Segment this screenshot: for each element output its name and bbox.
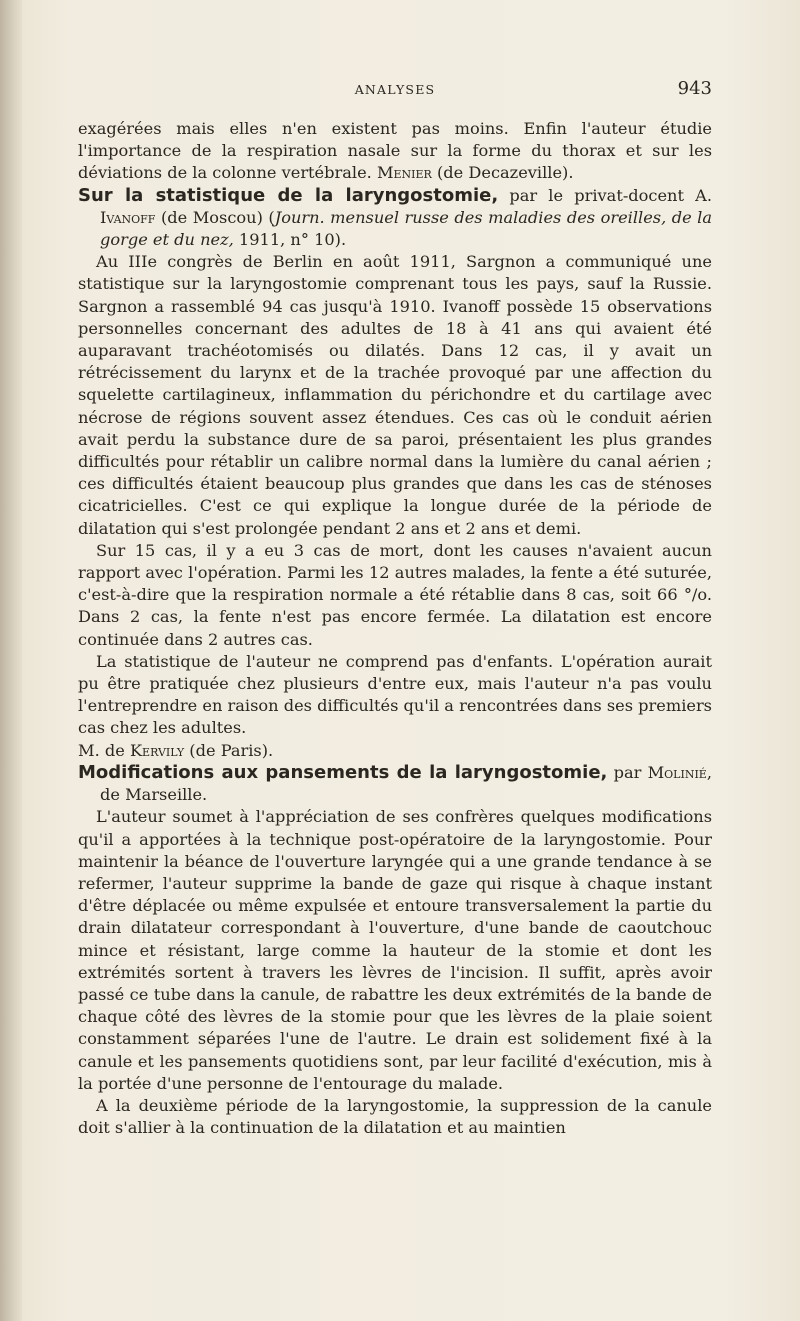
reviewer-signature: M. de Kervily (de Paris).	[78, 740, 274, 760]
running-title: ANALYSES	[354, 82, 436, 97]
author-name: Ivanoff	[100, 207, 156, 227]
paragraph: A la deuxième période de la laryngostomie, la suppression de la canule doit s'allier à la continuation de la dilatation et au maintien	[78, 1095, 712, 1138]
paragraph: Sur 15 cas, il y a eu 3 cas de mort, dont les causes n'avaient aucun rapport avec l'opération. Parmi les 12 autres malades, la fente a été suturée, c'est-à-dire que la respiration normale a été rétablie dans 8 cas, soit 66 °/o. Dans 2 cas, la fente n'est pas encore fermée. La dilatation est encore continuée dans 2 autres cas.	[78, 540, 712, 649]
running-header	[78, 78, 712, 102]
author-name: Molinié	[647, 762, 707, 782]
paragraph: L'auteur soumet à l'appréciation de ses confrères quelques modifications qu'il a apportées à la technique post-opératoire de la laryngostomie. Pour maintenir la béance de l'ouverture laryngée qui a une grande tendance à se refermer, l'auteur supprime la bande de gaze qui risque à chaque instant d'être déplacée ou même expulsée et entoure transversalement la partie du drain dilatateur correspondant à l'ouverture, d'une bande de caoutchouc mince et résistant, large comme la hauteur de la stomie et dont les extrémités sortent à travers les lèvres de l'incision. Il suffit, après avoir passé ce tube dans la canule, de rabattre les deux extrémités de la bande de chaque côté des lèvres de la stomie pour que les lèvres de la plaie soient constamment séparées l'une de l'autre. Le drain est solidement fixé à la canule et les pansements quotidiens sont, par leur facilité d'exécution, mis à la portée d'une personne de l'entourage du malade.	[78, 807, 712, 1093]
paragraph: La statistique de l'auteur ne comprend pas d'enfants. L'opération aurait pu être pratiquée chez plusieurs d'entre eux, mais l'auteur n'a pas voulu l'entreprendre en raison des difficultés qu'il a rencontrées dans ses premiers cas chez les adultes.	[78, 651, 712, 738]
paragraph-continued: exagérées mais elles n'en existent pas moins. Enfin l'auteur étudie l'importance de la respiration nasale sur la forme du thorax et sur les déviations de la colonne vertébrale. Menier (de Decazeville).	[78, 119, 712, 183]
article-title: Modifications aux pansements de la laryngostomie,	[78, 761, 608, 783]
book-binding-shadow	[0, 0, 22, 1321]
article-title: Sur la statistique de la laryngostomie,	[78, 184, 499, 206]
page-number: 943	[677, 78, 712, 99]
article-heading-statistique: Sur la statistique de la laryngostomie, par le privat-docent A. Ivanoff (de Moscou) (Journ. mensuel russe des maladies des oreilles, de la gorge et du nez, 1911, n° 10).	[78, 184, 712, 250]
author-name: Menier	[376, 163, 432, 183]
paragraph: Au IIIe congrès de Berlin en août 1911, Sargnon a communiqué une statistique sur la laryngostomie comprenant tous les pays, sauf la Russie. Sargnon a rassemblé 94 cas jusqu'à 1910. Ivanoff possède 15 observations personnelles concernant des adultes de 18 à 41 ans qui avaient été auparavant trachéotomisés ou dilatés. Dans 12 cas, il y avait un rétrécissement du larynx et de la trachée provoqué par une affection du squelette cartilagineux, inflammation du périchondre et du cartilage avec nécrose de régions souvent assez étendues. Ces cas où le conduit aérien avait perdu la substance dure de sa paroi, présentaient les plus grandes difficultés pour rétablir un calibre normal dans la lumière du canal aérien ; ces difficultés étaient beaucoup plus grandes que dans les cas de sténoses cicatricielles. C'est ce qui explique la longue durée de la période de dilatation qui s'est prolongée pendant 2 ans et 2 ans et demi.	[78, 252, 712, 538]
journal-title: Journ. mensuel russe des maladies des oreilles, de la gorge et du nez,	[100, 207, 712, 250]
article-heading-modifications: Modifications aux pansements de la laryngostomie, par Molinié, de Marseille.	[78, 761, 712, 805]
text-column	[78, 118, 712, 1139]
